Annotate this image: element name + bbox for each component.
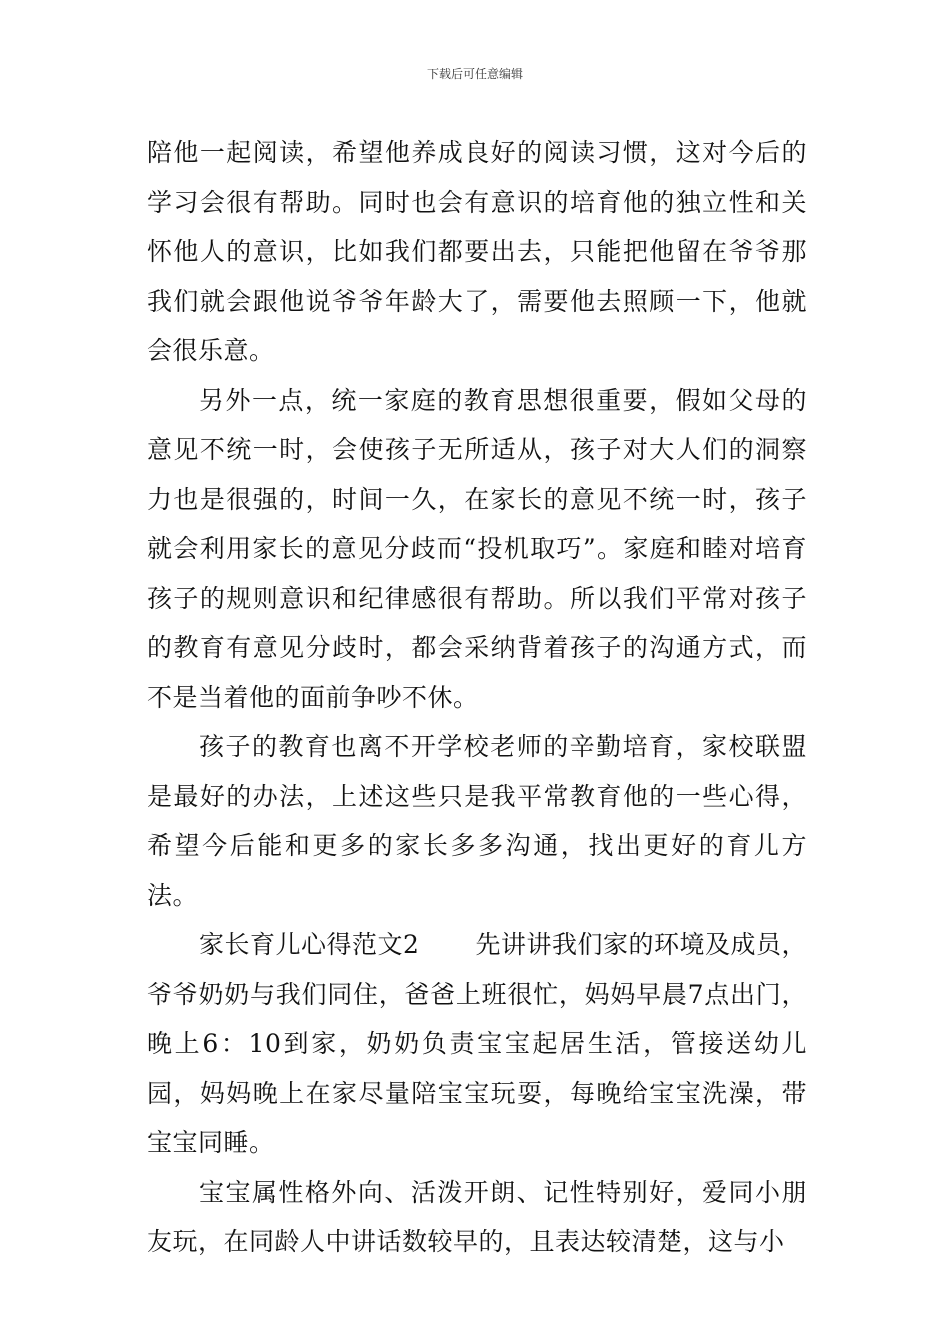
section-title: 家长育儿心得范文2 bbox=[199, 930, 420, 959]
header-note: 下载后可任意编辑 bbox=[426, 67, 523, 81]
paragraph-4-body: 先讲讲我们家的环境及成员，爷爷奶奶与我们同住，爸爸上班很忙，妈妈早晨7点出门，晚上6：10到家，奶奶负责宝宝起居生活，管接送幼儿园，妈妈晚上在家尽量陪宝宝玩耍，每晚给宝宝洗澡，带宝宝同睡。 bbox=[147, 930, 807, 1157]
document-body bbox=[147, 128, 807, 1267]
paragraph-3: 孩子的教育也离不开学校老师的辛勤培育，家校联盟是最好的办法，上述这些只是我平常教育他的一些心得，希望今后能和更多的家长多多沟通，找出更好的育儿方法。 bbox=[147, 732, 807, 910]
paragraph-4 bbox=[147, 920, 807, 1168]
paragraph-5: 宝宝属性格外向、活泼开朗、记性特别好，爱同小朋友玩，在同龄人中讲话数较早的，且表达较清楚，这与小 bbox=[147, 1177, 807, 1256]
paragraph-2: 另外一点，统一家庭的教育思想很重要，假如父母的意见不统一时，会使孩子无所适从，孩子对大人们的洞察力也是很强的，时间一久，在家长的意见不统一时，孩子就会利用家长的意见分歧而“投机取巧”。家庭和睦对培育孩子的规则意识和纪律感很有帮助。所以我们平常对孩子的教育有意见分歧时，都会采纳背着孩子的沟通方式，而不是当着他的面前争吵不休。 bbox=[147, 385, 807, 712]
paragraph-1: 陪他一起阅读，希望他养成良好的阅读习惯，这对今后的学习会很有帮助。同时也会有意识的培育他的独立性和关怀他人的意识，比如我们都要出去，只能把他留在爷爷那我们就会跟他说爷爷年龄大了，需要他去照顾一下，他就会很乐意。 bbox=[147, 138, 807, 365]
